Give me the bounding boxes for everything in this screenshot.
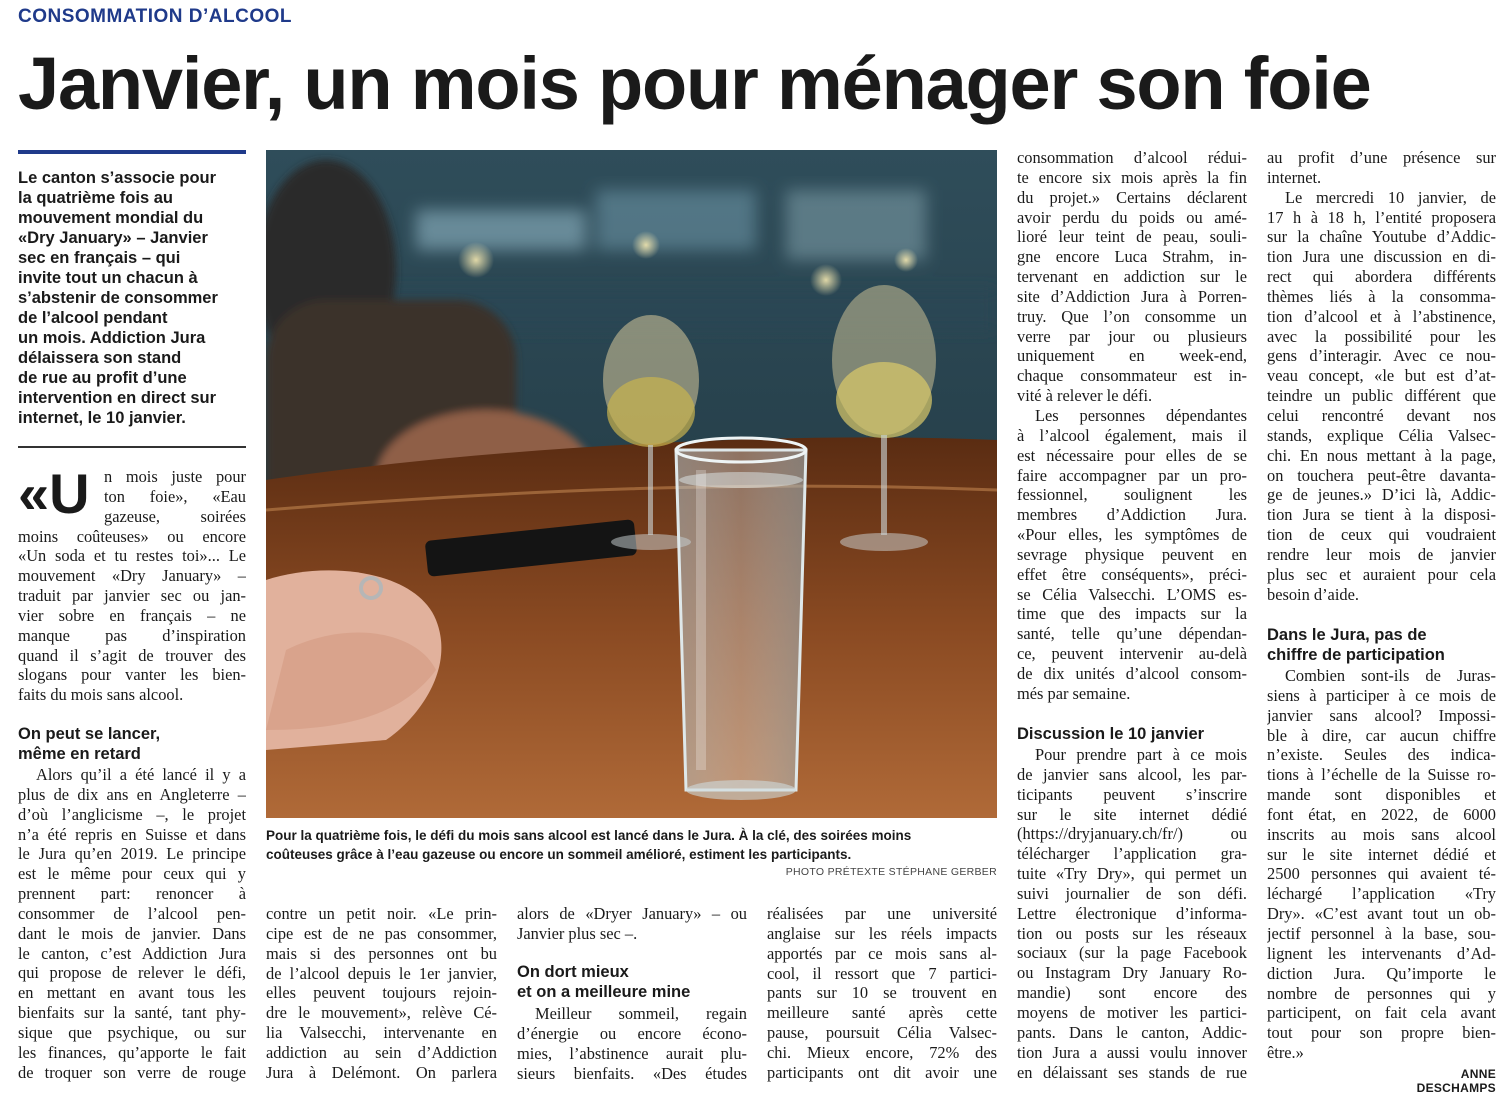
text-line: més par semaine. xyxy=(1017,683,1131,703)
text-line: dre le mouvement», relève Cé- xyxy=(266,1003,497,1023)
text-line: effet être conséquents», préci- xyxy=(1017,564,1247,584)
text-line: être.» xyxy=(1267,1043,1304,1063)
text-line: «Pour elles, les symptômes de xyxy=(1017,525,1247,545)
text-line: sique que psychique, ou sur xyxy=(18,1022,246,1042)
text-line: télécharger l’application gra- xyxy=(1017,844,1247,864)
text-line: time que des impacts sur la xyxy=(1017,604,1247,624)
text-line: lignent les intervenants d’Ad- xyxy=(1267,943,1496,963)
text-line: d’énergie ou encore écono- xyxy=(517,1023,747,1043)
text-line: font état, en 2022, de 6000 xyxy=(1267,804,1496,824)
text-line: «Un soda et tu restes toi»... Le xyxy=(18,546,246,566)
text-line: tuite «Try Dry», qui permet un xyxy=(1017,864,1247,884)
text-line: elles peuvent toujours rejoin- xyxy=(266,983,497,1003)
text-line: suivi journalier de son défi. xyxy=(1017,883,1247,903)
text-line: gazeuse, soirées xyxy=(104,506,246,526)
text-line: ble à dire, car aucun chiffre xyxy=(1267,725,1496,745)
text-line: diction Jura. Qu’importe le xyxy=(1267,963,1496,983)
text-line: sur le site internet dédié xyxy=(1017,804,1247,824)
text-line: sec en français – qui xyxy=(18,249,181,267)
text-line: le Jura qu’en 2019. Le principe xyxy=(18,844,246,864)
body-col5 xyxy=(1017,745,1247,1082)
text-line: jectif personnel à la base, sou- xyxy=(1267,923,1496,943)
text-line: Meilleur sommeil, regain xyxy=(535,1004,747,1023)
text-line: addiction au sein d’Addiction xyxy=(266,1042,497,1062)
text-line: truy. Que l’on consomme un xyxy=(1017,306,1247,326)
text-line: est nécessaire pour elles de se xyxy=(1017,445,1247,465)
text-line: lia Valsecchi, intervenante en xyxy=(266,1023,497,1043)
text-line: plus de dix ans en Angleterre – xyxy=(18,784,246,804)
text-line: de rue au profit d’une xyxy=(18,369,187,387)
text-line: le canton, c’est Addiction Jura xyxy=(18,943,246,963)
text-line: veau concept, «le but est d’at- xyxy=(1267,366,1496,386)
text-line: Combien sont-ils de Juras- xyxy=(1285,666,1496,685)
text-line: qui propose de relever le défi, xyxy=(18,963,246,983)
text-line: participent, on fait cela avant xyxy=(1267,1003,1496,1023)
text-line: On peut se lancer, xyxy=(18,725,161,743)
text-line: chi. Mieux encore, 72% des xyxy=(767,1042,997,1062)
body-col3 xyxy=(517,1004,747,1083)
text-line: internet. xyxy=(1267,167,1322,187)
text-line: pause, poursuit Célia Valsec- xyxy=(767,1023,997,1043)
text-line: mouvement mondial du xyxy=(18,209,204,227)
text-line: un mois. Addiction Jura xyxy=(18,329,206,347)
text-line: la quatrième fois au xyxy=(18,189,173,207)
text-line: Dry». «C’est avant tout un ob- xyxy=(1267,904,1496,924)
text-line: s’abstenir de consommer xyxy=(18,289,218,307)
text-line: teindre un public différent que xyxy=(1267,386,1496,406)
text-line: 2500 personnes qui avaient té- xyxy=(1267,864,1496,884)
intro-indented xyxy=(104,467,246,527)
lead-paragraph xyxy=(18,168,246,428)
text-line: verre par jour ou plusieurs xyxy=(1017,326,1247,346)
text-line: vier sobre en français – ne xyxy=(18,605,246,625)
text-line: ge de jeunes.» D’ici là, Addic- xyxy=(1267,485,1496,505)
text-line: 17 h à 18 h, l’entité proposera xyxy=(1267,207,1496,227)
text-line: slogans pour vanter les bien- xyxy=(18,665,246,685)
text-line: Jura à Delémont. On parlera xyxy=(266,1062,497,1082)
text-line: gne encore Luca Strahm, in- xyxy=(1017,247,1247,267)
photo-credit: PHOTO PRÉTEXTE STÉPHANE GERBER xyxy=(785,866,997,878)
subhead-discussion: Discussion le 10 janvier xyxy=(1017,725,1205,743)
intro-text xyxy=(18,527,246,706)
text-line: sur le site internet dédié et xyxy=(1267,844,1496,864)
text-line: réalisées par une université xyxy=(767,904,997,923)
text-line: «Dry January» – Janvier xyxy=(18,229,208,247)
text-line: celui rencontré devant nos xyxy=(1267,405,1496,425)
text-line: internet, le 10 janvier. xyxy=(18,409,186,427)
text-line: léchargé l’application «Try xyxy=(1267,884,1496,904)
text-line: cool, il ressort que 7 partici- xyxy=(767,963,997,983)
body-col3-top xyxy=(517,904,747,944)
text-line: contre un petit noir. «Le prin- xyxy=(266,904,497,923)
text-line: on touchera peut-être davanta- xyxy=(1267,465,1496,485)
text-line: site d’Addiction Jura à Porren- xyxy=(1017,286,1247,306)
text-line: de dix unités d’alcool consom- xyxy=(1017,663,1247,683)
text-line: avec la possibilité pour les xyxy=(1267,326,1496,346)
text-line: au profit d’une présence sur xyxy=(1267,148,1496,167)
text-line: cipe est de ne pas consommer, xyxy=(266,923,497,943)
text-line: ticipants peuvent s’inscrire xyxy=(1017,784,1247,804)
text-line: prennent part: renoncer à xyxy=(18,884,246,904)
bar-scene-image xyxy=(266,150,997,818)
text-line: ton foie», «Eau xyxy=(104,486,246,506)
text-line: n mois juste pour xyxy=(104,467,246,486)
author-signature: ANNE DESCHAMPS xyxy=(1416,1067,1496,1095)
body-col1 xyxy=(18,765,246,1083)
section-rubric: CONSOMMATION D’ALCOOL xyxy=(18,6,293,27)
lead-top-rule xyxy=(18,150,246,154)
text-line: de l’alcool depuis le 1er janvier, xyxy=(266,963,497,983)
text-line: santé, telle qu’une dépendan- xyxy=(1017,624,1247,644)
text-line: mouvement «Dry January» – xyxy=(18,566,246,586)
text-line: du projet.» Certains déclarent xyxy=(1017,187,1247,207)
text-line: coûteuses grâce à l’eau gazeuse ou encore un sommeil amélioré, estiment les participants. xyxy=(266,847,852,862)
lead-bottom-rule xyxy=(18,446,246,448)
photo-caption xyxy=(266,826,997,864)
text-line: anglaise sur les réels impacts xyxy=(767,923,997,943)
text-line: n’existe. Seules des indica- xyxy=(1267,745,1496,765)
text-line: tion ou posts sur les réseaux xyxy=(1017,923,1247,943)
text-line: alors de «Dryer January» – ou xyxy=(517,904,747,923)
text-line: janvier sans alcool? Impossi- xyxy=(1267,705,1496,725)
text-line: en mettant en avant tous les xyxy=(18,983,246,1003)
text-line: Dans le Jura, pas de xyxy=(1267,626,1427,644)
subhead-lancer xyxy=(18,725,160,765)
body-col4 xyxy=(767,904,997,1083)
text-line: consommer de l’alcool pen- xyxy=(18,903,246,923)
text-line: de janvier sans alcool, les par- xyxy=(1017,764,1247,784)
text-line: Pour prendre part à ce mois xyxy=(1035,745,1247,764)
headline: Janvier, un mois pour ménager son foie xyxy=(18,42,1371,125)
text-line: On dort mieux xyxy=(517,963,629,981)
body-col5-top xyxy=(1017,148,1247,704)
text-line: thèmes liés à la consomma- xyxy=(1267,286,1496,306)
text-line: bienfaits sur la santé, tant phy- xyxy=(18,1003,246,1023)
text-line: lioré leur teint de peau, souli- xyxy=(1017,227,1247,247)
text-line: d’où l’anglicisme –, le projet xyxy=(18,804,246,824)
text-line: moins coûteuses» ou encore xyxy=(18,526,246,546)
text-line: Janvier plus sec –. xyxy=(517,923,638,943)
text-line: chaque consommateur est in- xyxy=(1017,366,1247,386)
text-line: Le mercredi 10 janvier, de xyxy=(1285,187,1496,207)
text-line: siens à participer à ce mois de xyxy=(1267,685,1496,705)
text-line: tions à l’échelle de la Suisse ro- xyxy=(1267,765,1496,785)
text-line: de l’alcool pendant xyxy=(18,309,168,327)
text-line: sur la chaîne Youtube d’Addic- xyxy=(1267,227,1496,247)
text-line: chiffre de participation xyxy=(1267,645,1445,664)
text-line: nombre de personnes qui y xyxy=(1267,983,1496,1003)
text-line: se Célia Valsecchi. L’OMS es- xyxy=(1017,584,1247,604)
text-line: n’a été repris en Suisse et dans xyxy=(18,824,246,844)
text-line: chi. En nous mettant à la page, xyxy=(1267,445,1496,465)
text-line: gens d’interagir. Avec ce nou- xyxy=(1267,346,1496,366)
text-line: sieurs bienfaits. «Des études xyxy=(517,1063,747,1083)
text-line: les finances, qu’apporte le fait xyxy=(18,1042,246,1062)
text-line: intervention en direct sur xyxy=(18,389,217,407)
text-line: fessionnel, soulignent les xyxy=(1017,485,1247,505)
text-line: Le canton s’associe pour xyxy=(18,169,217,187)
text-line: avoir perdu du poids ou amé- xyxy=(1017,207,1247,227)
text-line: invite tout un chacun à xyxy=(18,269,198,287)
text-line: uniquement en week-end, xyxy=(1017,346,1247,366)
text-line: tion Jura une discussion en di- xyxy=(1267,247,1496,267)
text-line: dant le mois de janvier. Dans xyxy=(18,923,246,943)
text-line: tion Jura se tient à la disposi- xyxy=(1267,505,1496,525)
text-line: manque pas d’inspiration xyxy=(18,625,246,645)
text-line: besoin d’aide. xyxy=(1267,584,1359,604)
text-line: mandie) sont encore des xyxy=(1017,983,1247,1003)
article-photo xyxy=(266,150,997,818)
text-line: vité à relever le défi. xyxy=(1017,386,1153,406)
text-line: faire accompagner par un pro- xyxy=(1017,465,1247,485)
body-col6-top xyxy=(1267,148,1496,604)
text-line: ce, peuvent intervenir au-delà xyxy=(1017,644,1247,664)
text-line: quand il s’agit de trouver des xyxy=(18,645,246,665)
text-line: ou Instagram Dry January Ro- xyxy=(1017,963,1247,983)
text-line: rendre leur mois de janvier xyxy=(1267,544,1496,564)
dropcap: «U xyxy=(18,462,90,525)
text-line: tervenant en addiction sur le xyxy=(1017,267,1247,287)
text-line: tion Jura a aussi voulu innover xyxy=(1017,1042,1247,1062)
text-line: pants. Dans le canton, Addic- xyxy=(1017,1022,1247,1042)
text-line: en délaissant ses stands de rue xyxy=(1017,1062,1247,1082)
text-line: sociaux (sur la page Facebook xyxy=(1017,943,1247,963)
text-line: plus sec et auraient pour cela xyxy=(1267,564,1496,584)
text-line: inscrits au mois sans alcool xyxy=(1267,824,1496,844)
body-col6 xyxy=(1267,666,1496,1063)
text-line: pants sur 10 se trouvent en xyxy=(767,983,997,1003)
text-line: délaissera son stand xyxy=(18,349,182,367)
subhead-jura xyxy=(1267,626,1445,666)
text-line: tion de ceux qui voudraient xyxy=(1267,525,1496,545)
text-line: traduit par janvier sec ou jan- xyxy=(18,586,246,606)
text-line: moyens de motiver les partici- xyxy=(1017,1002,1247,1022)
text-line: mande sont disponibles et xyxy=(1267,785,1496,805)
body-col2 xyxy=(266,904,497,1083)
text-line: stands, explique Célia Valsec- xyxy=(1267,425,1496,445)
text-line: membres d’Addiction Jura. xyxy=(1017,505,1247,525)
text-line: consommation d’alcool rédui- xyxy=(1017,148,1247,167)
text-line: de troquer son verre de rouge xyxy=(18,1062,246,1082)
text-line: même en retard xyxy=(18,744,141,763)
text-line: mais si des personnes ont bu xyxy=(266,943,497,963)
text-line: tion d’alcool et à l’abstinence, xyxy=(1267,306,1496,326)
text-line: et on a meilleure mine xyxy=(517,982,691,1001)
text-line: tout pour son propre bien- xyxy=(1267,1023,1496,1043)
text-line: apportés par ce mois sans al- xyxy=(767,943,997,963)
text-line: Alors qu’il a été lancé il y a xyxy=(36,765,246,784)
text-line: est le même pour ceux qui y xyxy=(18,864,246,884)
text-line: à l’alcool également, mais il xyxy=(1017,425,1247,445)
subhead-dormir xyxy=(517,963,690,1003)
text-line: te encore six mois après la fin xyxy=(1017,167,1247,187)
text-line: (https://dryjanuary.ch/fr/) ou xyxy=(1017,824,1247,844)
text-line: meilleure santé après cette xyxy=(767,1003,997,1023)
text-line: sevrage physique peuvent en xyxy=(1017,544,1247,564)
text-line: rect qui abordera différents xyxy=(1267,267,1496,287)
text-line: Lettre électronique d’informa- xyxy=(1017,903,1247,923)
text-line: Pour la quatrième fois, le défi du mois sans alcool est lancé dans le Jura. À la clé, des soirées moins xyxy=(266,828,912,843)
text-line: Les personnes dépendantes xyxy=(1035,405,1247,425)
text-line: participants ont dit avoir une xyxy=(767,1062,997,1082)
text-line: mies, l’abstinence aurait plu- xyxy=(517,1043,747,1063)
text-line: faits du mois sans alcool. xyxy=(18,685,184,705)
